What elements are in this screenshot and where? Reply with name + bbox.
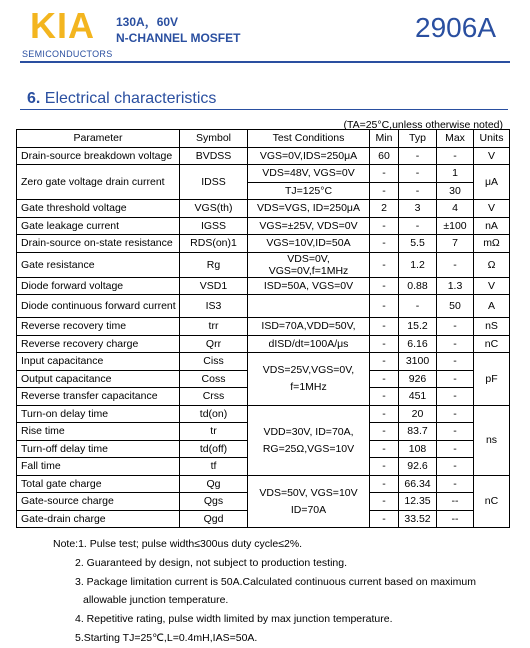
column-header: Units [474,130,510,148]
section-divider [20,109,508,110]
condition-cell: ISD=50A, VGS=0V [248,277,370,295]
section-title-text: Electrical characteristics [44,90,217,107]
company-logo-subtitle: SEMICONDUCTORS [22,49,113,59]
device-type: N-CHANNEL MOSFET [116,31,241,45]
min-cell: - [370,493,399,511]
typ-cell: - [399,217,437,235]
electrical-characteristics-table [16,129,510,528]
max-cell: - [437,353,474,371]
typ-cell: 3 [399,200,437,218]
symbol-cell: tr [180,423,248,441]
min-cell: - [370,252,399,277]
max-cell: ±100 [437,217,474,235]
unit-cell: V [474,277,510,295]
parameter-cell: Drain-source breakdown voltage [17,147,180,165]
parameter-cell: Reverse recovery time [17,318,180,336]
symbol-cell: VGS(th) [180,200,248,218]
symbol-cell: IS3 [180,295,248,318]
condition-line: VDS=50V, VGS=10V [259,486,358,499]
max-cell: - [437,440,474,458]
symbol-cell: td(on) [180,405,248,423]
min-cell: - [370,405,399,423]
symbol-cell: VSD1 [180,277,248,295]
typ-cell: 451 [399,388,437,406]
test-condition-note: (TA=25°C,unless otherwise noted) [343,119,503,131]
condition-line: RG=25Ω,VGS=10V [262,442,355,455]
unit-cell: Ω [474,252,510,277]
min-cell: - [370,295,399,318]
max-cell: - [437,405,474,423]
typ-cell: 3100 [399,353,437,371]
max-cell: - [437,318,474,336]
condition-cell: VGS=0V,IDS=250μA [248,147,370,165]
typ-cell: - [399,147,437,165]
symbol-cell: td(off) [180,440,248,458]
min-cell: - [370,423,399,441]
column-header: Min [370,130,399,148]
symbol-cell: RDS(on)1 [180,235,248,253]
symbol-cell: tf [180,458,248,476]
typ-cell: 12.35 [399,493,437,511]
symbol-cell: Ciss [180,353,248,371]
unit-cell: nC [474,475,510,528]
section-number: 6. [27,90,41,107]
max-cell: - [437,370,474,388]
typ-cell: 5.5 [399,235,437,253]
symbol-cell: Coss [180,370,248,388]
condition-cell: VDS=0V, VGS=0V,f=1MHz [248,252,370,277]
min-cell: - [370,165,399,183]
parameter-cell: Gate-drain charge [17,510,180,528]
min-cell: - [370,277,399,295]
max-cell: - [437,147,474,165]
table-row [17,217,510,235]
column-header: Max [437,130,474,148]
typ-cell: 108 [399,440,437,458]
device-summary [116,14,240,46]
footnote: 5.Starting TJ=25℃,L=0.4mH,IAS=50A. [75,631,258,644]
min-cell: 2 [370,200,399,218]
min-cell: - [370,388,399,406]
max-cell: 1 [437,165,474,183]
unit-cell: V [474,200,510,218]
typ-cell: 92.6 [399,458,437,476]
unit-cell: pF [474,353,510,406]
condition-line: f=1MHz [290,381,327,394]
max-cell: - [437,423,474,441]
column-header: Symbol [180,130,248,148]
max-cell: 50 [437,295,474,318]
table-header-row [17,130,510,148]
parameter-cell: Drain-source on-state resistance [17,235,180,253]
parameter-cell: Input capacitance [17,353,180,371]
symbol-cell: Qg [180,475,248,493]
symbol-cell: IGSS [180,217,248,235]
table-row [17,147,510,165]
condition-cell: VDS=VGS, ID=250μA [248,200,370,218]
min-cell: - [370,235,399,253]
parameter-cell: Reverse recovery charge [17,335,180,353]
min-cell: - [370,335,399,353]
column-header: Test Conditions [248,130,370,148]
condition-cell [248,353,370,406]
table-row [17,405,510,423]
typ-cell: 1.2 [399,252,437,277]
company-logo: KIA [30,5,95,46]
table-row [17,200,510,218]
typ-cell: 15.2 [399,318,437,336]
parameter-cell: Gate leakage current [17,217,180,235]
typ-cell: - [399,182,437,200]
device-rating: 130A，60V [116,15,179,29]
header-divider [20,61,510,63]
max-cell: 4 [437,200,474,218]
typ-cell: - [399,295,437,318]
footnote: 3. Package limitation current is 50A.Calculated continuous current based on maximum [75,575,476,588]
symbol-cell: Crss [180,388,248,406]
typ-cell: 6.16 [399,335,437,353]
min-cell: - [370,318,399,336]
symbol-cell: Rg [180,252,248,277]
unit-cell: mΩ [474,235,510,253]
min-cell: - [370,475,399,493]
min-cell: - [370,510,399,528]
typ-cell: 66.34 [399,475,437,493]
min-cell: - [370,353,399,371]
min-cell: - [370,458,399,476]
footnote: 4. Repetitive rating, pulse width limited by max junction temperature. [75,613,393,626]
footnotes [53,535,476,648]
typ-cell: 0.88 [399,277,437,295]
table-row [17,165,510,183]
typ-cell: 926 [399,370,437,388]
parameter-cell: Gate threshold voltage [17,200,180,218]
condition-cell: dISD/dt=100A/μs [248,335,370,353]
min-cell: - [370,440,399,458]
min-cell: - [370,370,399,388]
unit-cell: ns [474,405,510,475]
footnote-continuation: allowable junction temperature. [83,594,229,607]
table-row [17,335,510,353]
footnote: 2. Guaranteed by design, not subject to production testing. [75,556,348,569]
table-row [17,353,510,371]
unit-cell: nC [474,335,510,353]
min-cell: - [370,182,399,200]
table-row [17,295,510,318]
typ-cell: - [399,165,437,183]
unit-cell: nS [474,318,510,336]
typ-cell: 83.7 [399,423,437,441]
part-number: 2906A [415,12,496,43]
condition-cell [248,475,370,528]
parameter-cell: Reverse transfer capacitance [17,388,180,406]
condition-cell: VGS=10V,ID=50A [248,235,370,253]
max-cell: -- [437,510,474,528]
max-cell: -- [437,493,474,511]
table-row [17,235,510,253]
symbol-cell: Qgd [180,510,248,528]
parameter-cell: Rise time [17,423,180,441]
unit-cell: nA [474,217,510,235]
symbol-cell: IDSS [180,165,248,200]
condition-cell: VDS=48V, VGS=0V [248,165,370,183]
parameter-cell: Zero gate voltage drain current [17,165,180,200]
max-cell: - [437,458,474,476]
min-cell: 60 [370,147,399,165]
section-title [27,90,216,108]
max-cell: 7 [437,235,474,253]
parameter-cell: Turn-off delay time [17,440,180,458]
condition-cell: VGS=±25V, VDS=0V [248,217,370,235]
unit-cell: V [474,147,510,165]
condition-cell: TJ=125°C [248,182,370,200]
condition-line: VDS=25V,VGS=0V, [262,364,355,377]
condition-cell: ISD=70A,VDD=50V, [248,318,370,336]
max-cell: 1.3 [437,277,474,295]
condition-cell [248,295,370,318]
condition-line: VDD=30V, ID=70A, [263,425,354,438]
table-row [17,252,510,277]
typ-cell: 33.52 [399,510,437,528]
parameter-cell: Total gate charge [17,475,180,493]
symbol-cell: Qrr [180,335,248,353]
footnote: Note:1. Pulse test; pulse width≤300us duty cycle≤2%. [53,538,303,550]
parameter-cell: Gate-source charge [17,493,180,511]
parameter-cell: Diode continuous forward current [17,295,180,318]
max-cell: - [437,335,474,353]
parameter-cell: Turn-on delay time [17,405,180,423]
max-cell: 30 [437,182,474,200]
min-cell: - [370,217,399,235]
symbol-cell: BVDSS [180,147,248,165]
typ-cell: 20 [399,405,437,423]
max-cell: - [437,252,474,277]
parameter-cell: Fall time [17,458,180,476]
column-header: Typ [399,130,437,148]
table-row [17,475,510,493]
condition-line: ID=70A [290,503,327,516]
max-cell: - [437,388,474,406]
symbol-cell: Qgs [180,493,248,511]
unit-cell: A [474,295,510,318]
parameter-cell: Output capacitance [17,370,180,388]
column-header: Parameter [17,130,180,148]
parameter-cell: Diode forward voltage [17,277,180,295]
unit-cell: μA [474,165,510,200]
table-row [17,318,510,336]
condition-cell [248,405,370,475]
table-row [17,277,510,295]
max-cell: - [437,475,474,493]
symbol-cell: trr [180,318,248,336]
parameter-cell: Gate resistance [17,252,180,277]
